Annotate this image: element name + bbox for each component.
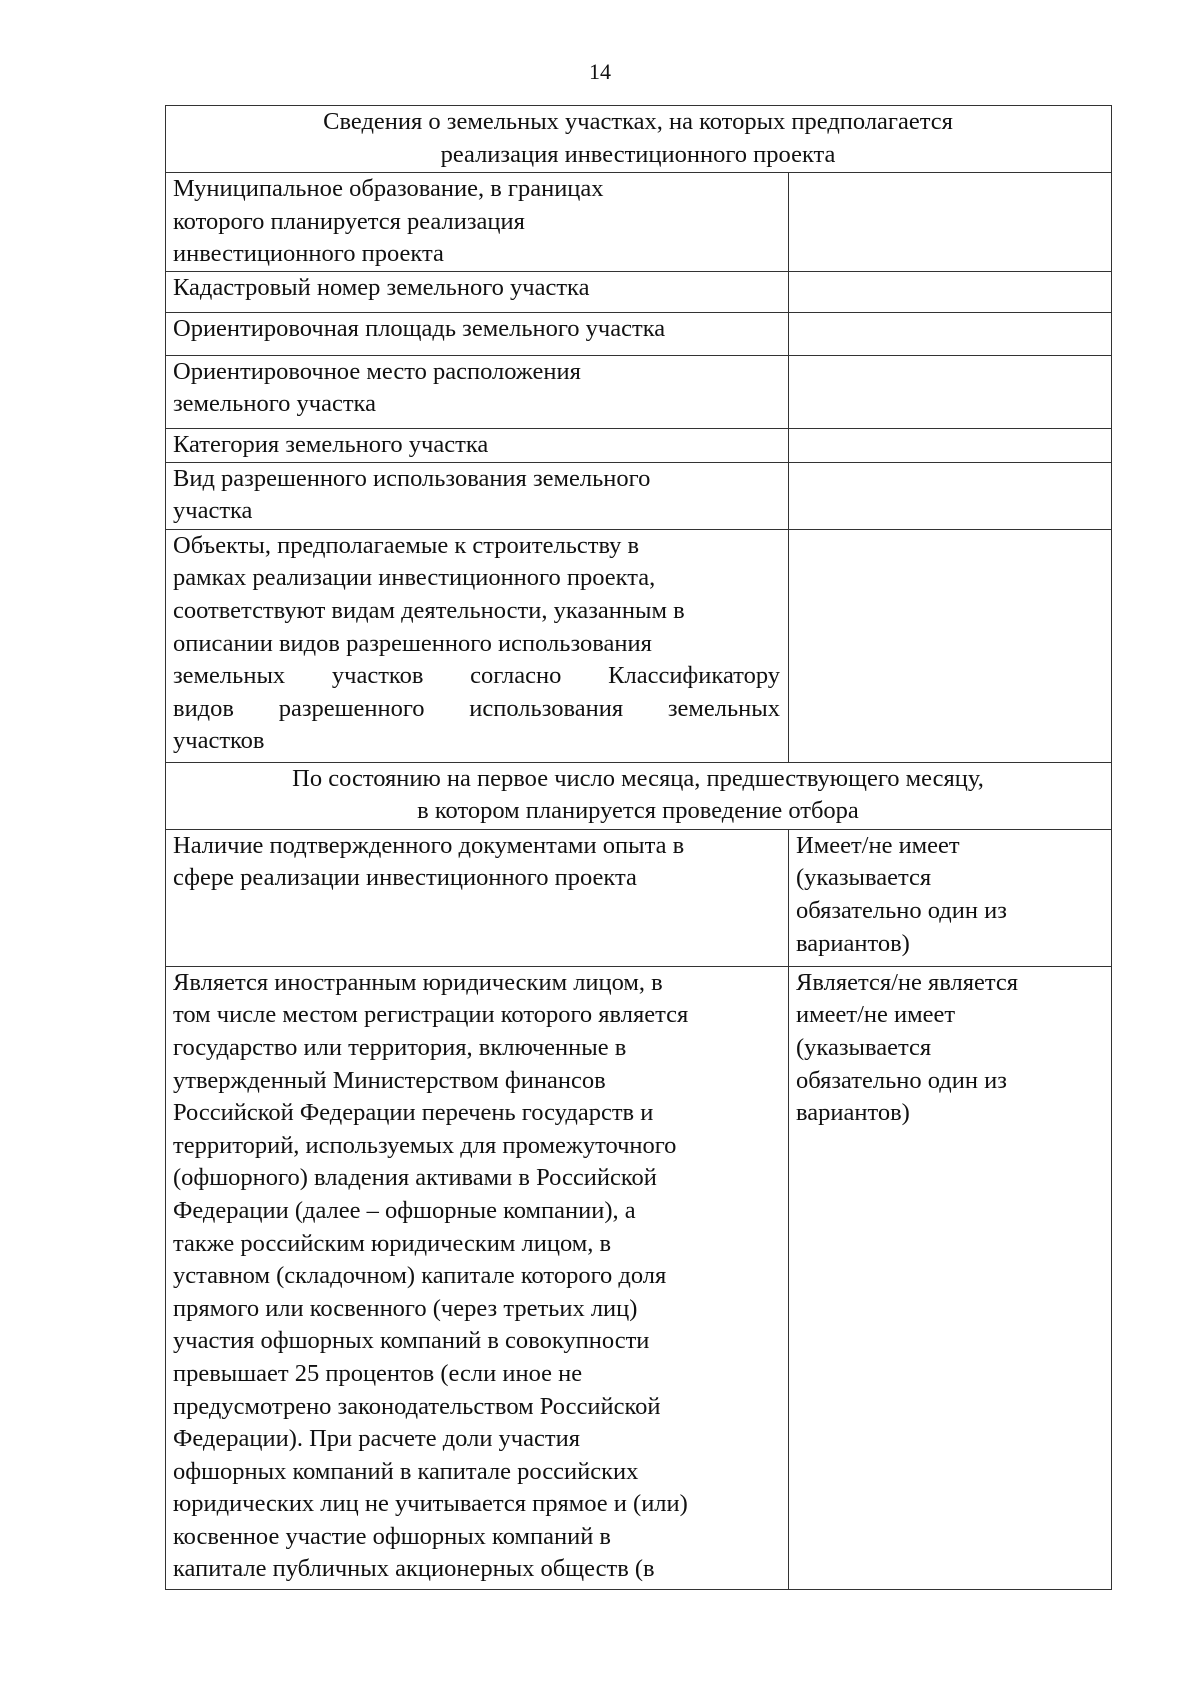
label-line: Является иностранным юридическим лицом, в — [173, 968, 663, 996]
label-line: том числе местом регистрации которого является — [173, 1001, 689, 1029]
label-line: юридических лиц не учитывается прямое и (или) — [173, 1490, 688, 1518]
label-line: Федерации). При расчете доли участия — [173, 1425, 580, 1453]
row-label-municipality — [166, 173, 789, 272]
label-line: территорий, используемых для промежуточного — [173, 1131, 677, 1159]
row-value-confirmed-experience — [789, 829, 1112, 966]
value-line: (указывается — [796, 1033, 932, 1061]
label-line: сфере реализации инвестиционного проекта — [173, 864, 637, 892]
table-row — [166, 355, 1112, 428]
row-value-foreign-entity-offshore — [789, 966, 1112, 1589]
header-line: По состоянию на первое число месяца, предшествующего месяцу, — [292, 764, 984, 792]
value-line: вариантов) — [796, 929, 910, 957]
label-line: (офшорного) владения активами в Российской — [173, 1164, 657, 1192]
table-row — [166, 529, 1112, 762]
table-row — [166, 462, 1112, 529]
label-line: уставном (складочном) капитале которого доля — [173, 1262, 667, 1290]
row-value-municipality[interactable] — [789, 173, 1112, 272]
label-line: Кадастровый номер земельного участка — [173, 273, 590, 301]
row-value-land-category[interactable] — [789, 428, 1112, 462]
label-line: также российским юридическим лицом, в — [173, 1229, 612, 1257]
label-line: утвержденный Министерством финансов — [173, 1066, 606, 1094]
header-line: в котором планируется проведение отбора — [417, 797, 859, 825]
table-row — [166, 312, 1112, 355]
row-label-construction-objects — [166, 529, 789, 762]
row-value-permitted-use[interactable] — [789, 462, 1112, 529]
header-line: Сведения о земельных участках, на которых предполагается — [323, 108, 953, 135]
table-row — [166, 428, 1112, 462]
label-line: участия офшорных компаний в совокупности — [173, 1327, 650, 1355]
header-line: реализация инвестиционного проекта — [440, 140, 836, 168]
value-line: имеет/не имеет — [796, 1001, 956, 1029]
label-line: соответствуют видам деятельности, указанным в — [173, 596, 685, 624]
label-line: превышает 25 процентов (если иное не — [173, 1359, 583, 1387]
value-line: обязательно один из — [796, 1066, 1007, 1094]
value-line: (указывается — [796, 864, 932, 892]
label-line: Ориентировочная площадь земельного участка — [173, 314, 666, 342]
land-plot-info-table — [165, 105, 1112, 1590]
label-line: земельного участка — [173, 390, 376, 418]
row-value-cadastral-number[interactable] — [789, 271, 1112, 312]
label-line: участка — [173, 497, 253, 525]
row-value-approximate-location[interactable] — [789, 355, 1112, 428]
page-number: 14 — [589, 59, 611, 84]
label-line: Федерации (далее – офшорные компании), а — [173, 1196, 636, 1224]
label-line: инвестиционного проекта — [173, 240, 444, 268]
row-label-land-category — [166, 428, 789, 462]
row-value-approximate-area[interactable] — [789, 312, 1112, 355]
label-line: земельных участков согласно Классификатору — [173, 662, 780, 690]
section-header-status-date — [166, 762, 1112, 829]
label-line: видов разрешенного использования земельных — [173, 694, 780, 722]
label-line: Российской Федерации перечень государств и — [173, 1099, 654, 1127]
row-label-permitted-use — [166, 462, 789, 529]
section-header-row — [166, 762, 1112, 829]
value-line: вариантов) — [796, 1099, 910, 1127]
label-line: которого планируется реализация — [173, 207, 525, 235]
label-line: Ориентировочное место расположения — [173, 357, 581, 385]
row-label-confirmed-experience — [166, 829, 789, 966]
label-line: прямого или косвенного (через третьих лиц) — [173, 1294, 638, 1322]
row-value-construction-objects[interactable] — [789, 529, 1112, 762]
table-row — [166, 829, 1112, 966]
label-line: Объекты, предполагаемые к строительству в — [173, 531, 640, 559]
label-line: Муниципальное образование, в границах — [173, 175, 604, 202]
label-line: государство или территория, включенные в — [173, 1033, 627, 1061]
row-label-cadastral-number — [166, 271, 789, 312]
label-line: предусмотрено законодательством Российской — [173, 1392, 661, 1420]
label-line: рамках реализации инвестиционного проекта, — [173, 564, 656, 592]
label-line: участков — [173, 727, 265, 755]
label-line: косвенное участие офшорных компаний в — [173, 1522, 611, 1550]
label-line: офшорных компаний в капитале российских — [173, 1457, 639, 1485]
row-label-foreign-entity-offshore — [166, 966, 789, 1589]
label-line: капитале публичных акционерных обществ (в — [173, 1555, 655, 1583]
section-header-land-plots — [166, 106, 1112, 173]
value-line: Имеет/не имеет — [796, 831, 960, 859]
label-line: Вид разрешенного использования земельного — [173, 464, 651, 492]
row-label-approximate-area — [166, 312, 789, 355]
table-row — [166, 271, 1112, 312]
label-line: Категория земельного участка — [173, 430, 489, 458]
row-label-approximate-location — [166, 355, 789, 428]
section-header-row — [166, 106, 1112, 173]
label-line: описании видов разрешенного использования — [173, 629, 652, 657]
label-line: Наличие подтвержденного документами опыта в — [173, 831, 685, 859]
table-row — [166, 966, 1112, 1589]
table-row — [166, 173, 1112, 272]
value-line: Является/не является — [796, 968, 1019, 996]
value-line: обязательно один из — [796, 896, 1007, 924]
